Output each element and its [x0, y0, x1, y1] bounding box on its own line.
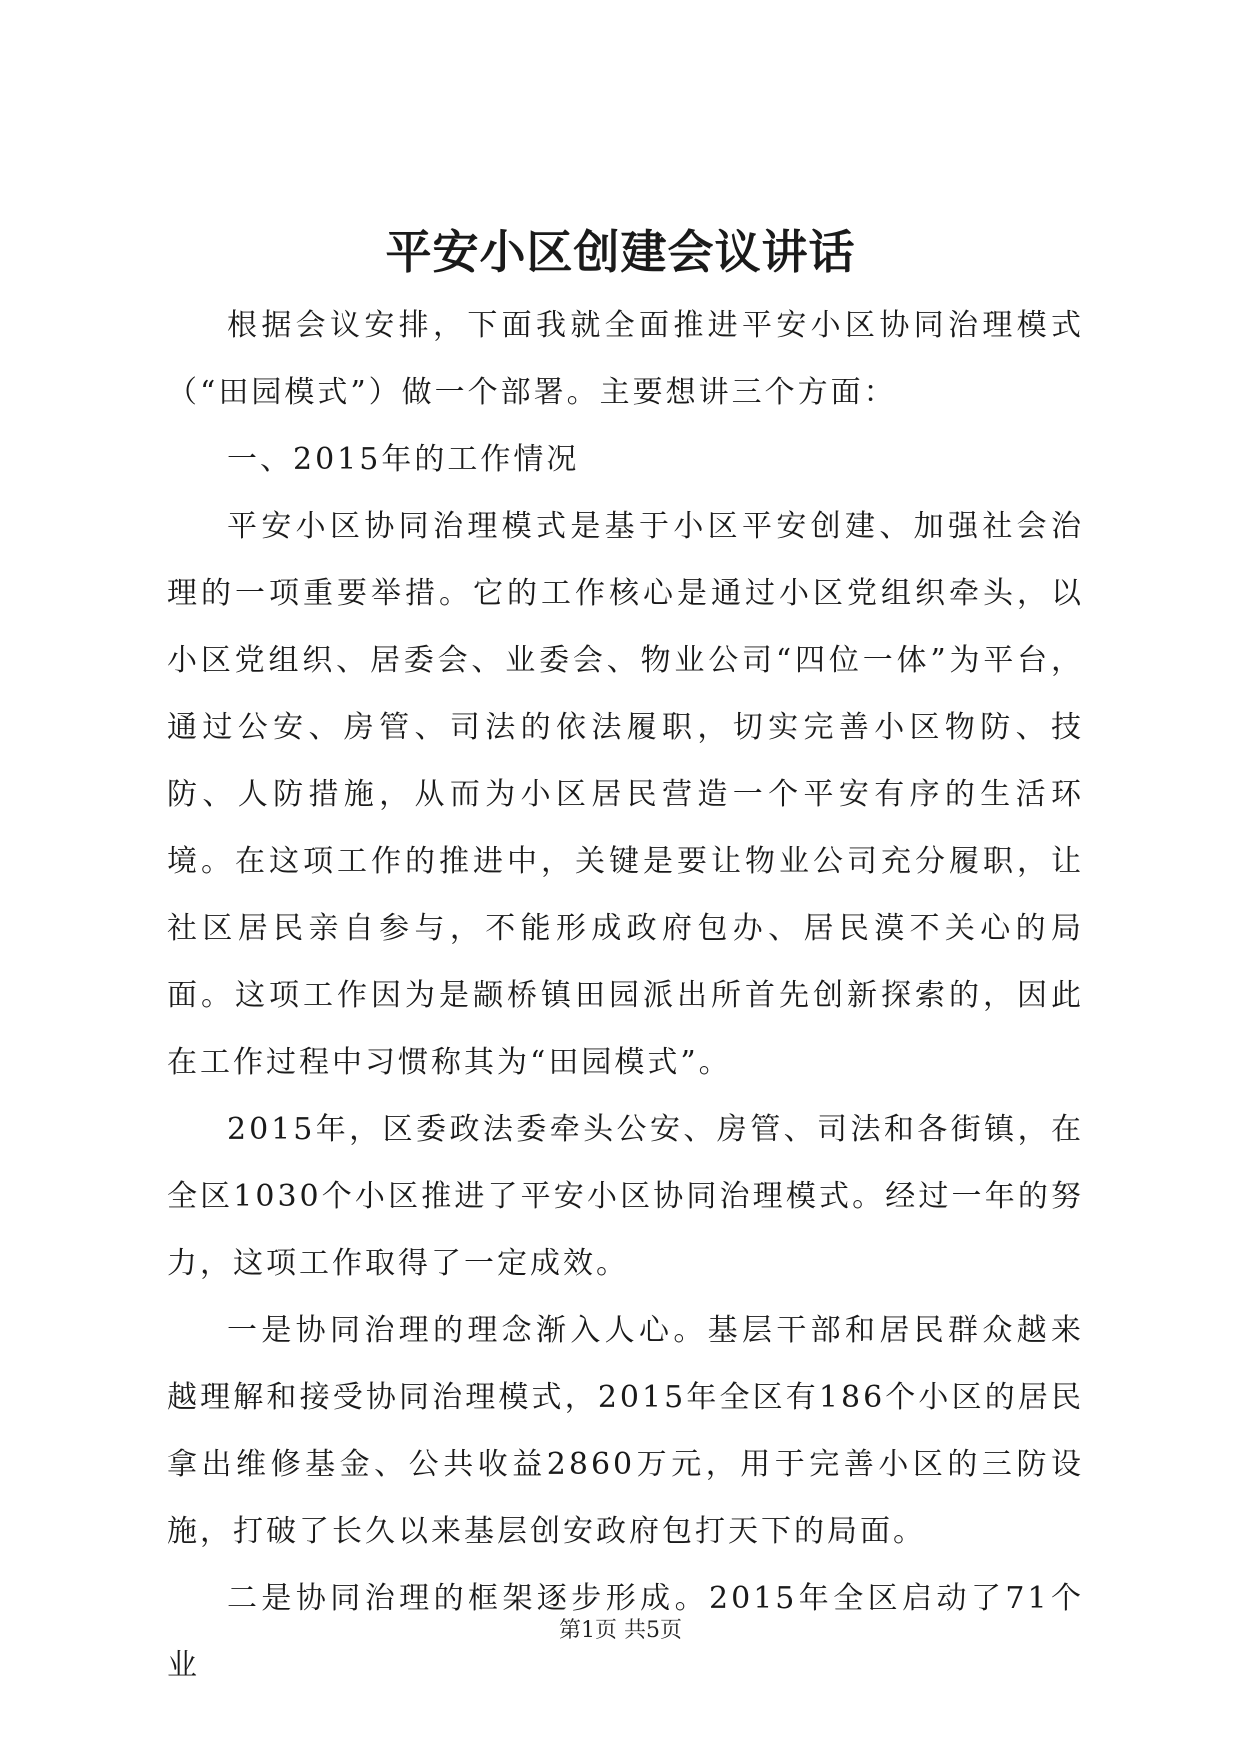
paragraph-point-one: 一是协同治理的理念渐入人心。基层干部和居民群众越来越理解和接受协同治理模式，2015年全区有186个小区的居民拿出维修基金、公共收益2860万元，用于完善小区的三防设施，打破了长久以来基层创安政府包打天下的局面。 — [167, 1313, 1084, 1549]
page-number-footer: 第1页 共5页 — [559, 1618, 682, 1643]
paragraph-model-description: 平安小区协同治理模式是基于小区平安创建、加强社会治理的一项重要举措。它的工作核心是通过小区党组织牵头，以小区党组织、居委会、业委会、物业公司“四位一体”为平台，通过公安、房管、司法的依法履职，切实完善小区物防、技防、人防措施，从而为小区居民营造一个平安有序的生活环境。在这项工作的推进中，关键是要让物业公司充分履职，让社区居民亲自参与，不能形成政府包办、居民漠不关心的局面。这项工作因为是颛桥镇田园派出所首先创新探索的，因此在工作过程中习惯称其为“田园模式”。 — [167, 509, 1084, 1080]
paragraph-intro: 根据会议安排，下面我就全面推进平安小区协同治理模式（“田园模式”）做一个部署。主要想讲三个方面： — [167, 308, 1084, 410]
document-body — [167, 292, 1084, 1699]
section-heading: 一、2015年的工作情况 — [227, 442, 580, 477]
paragraph-2015-summary: 2015年，区委政法委牵头公安、房管、司法和各街镇，在全区1030个小区推进了平安小区协同治理模式。经过一年的努力，这项工作取得了一定成效。 — [167, 1112, 1084, 1281]
paragraph-point-two: 二是协同治理的框架逐步形成。2015年全区启动了71个业 — [167, 1581, 1084, 1683]
page-title: 平安小区创建会议讲话 — [385, 225, 856, 279]
